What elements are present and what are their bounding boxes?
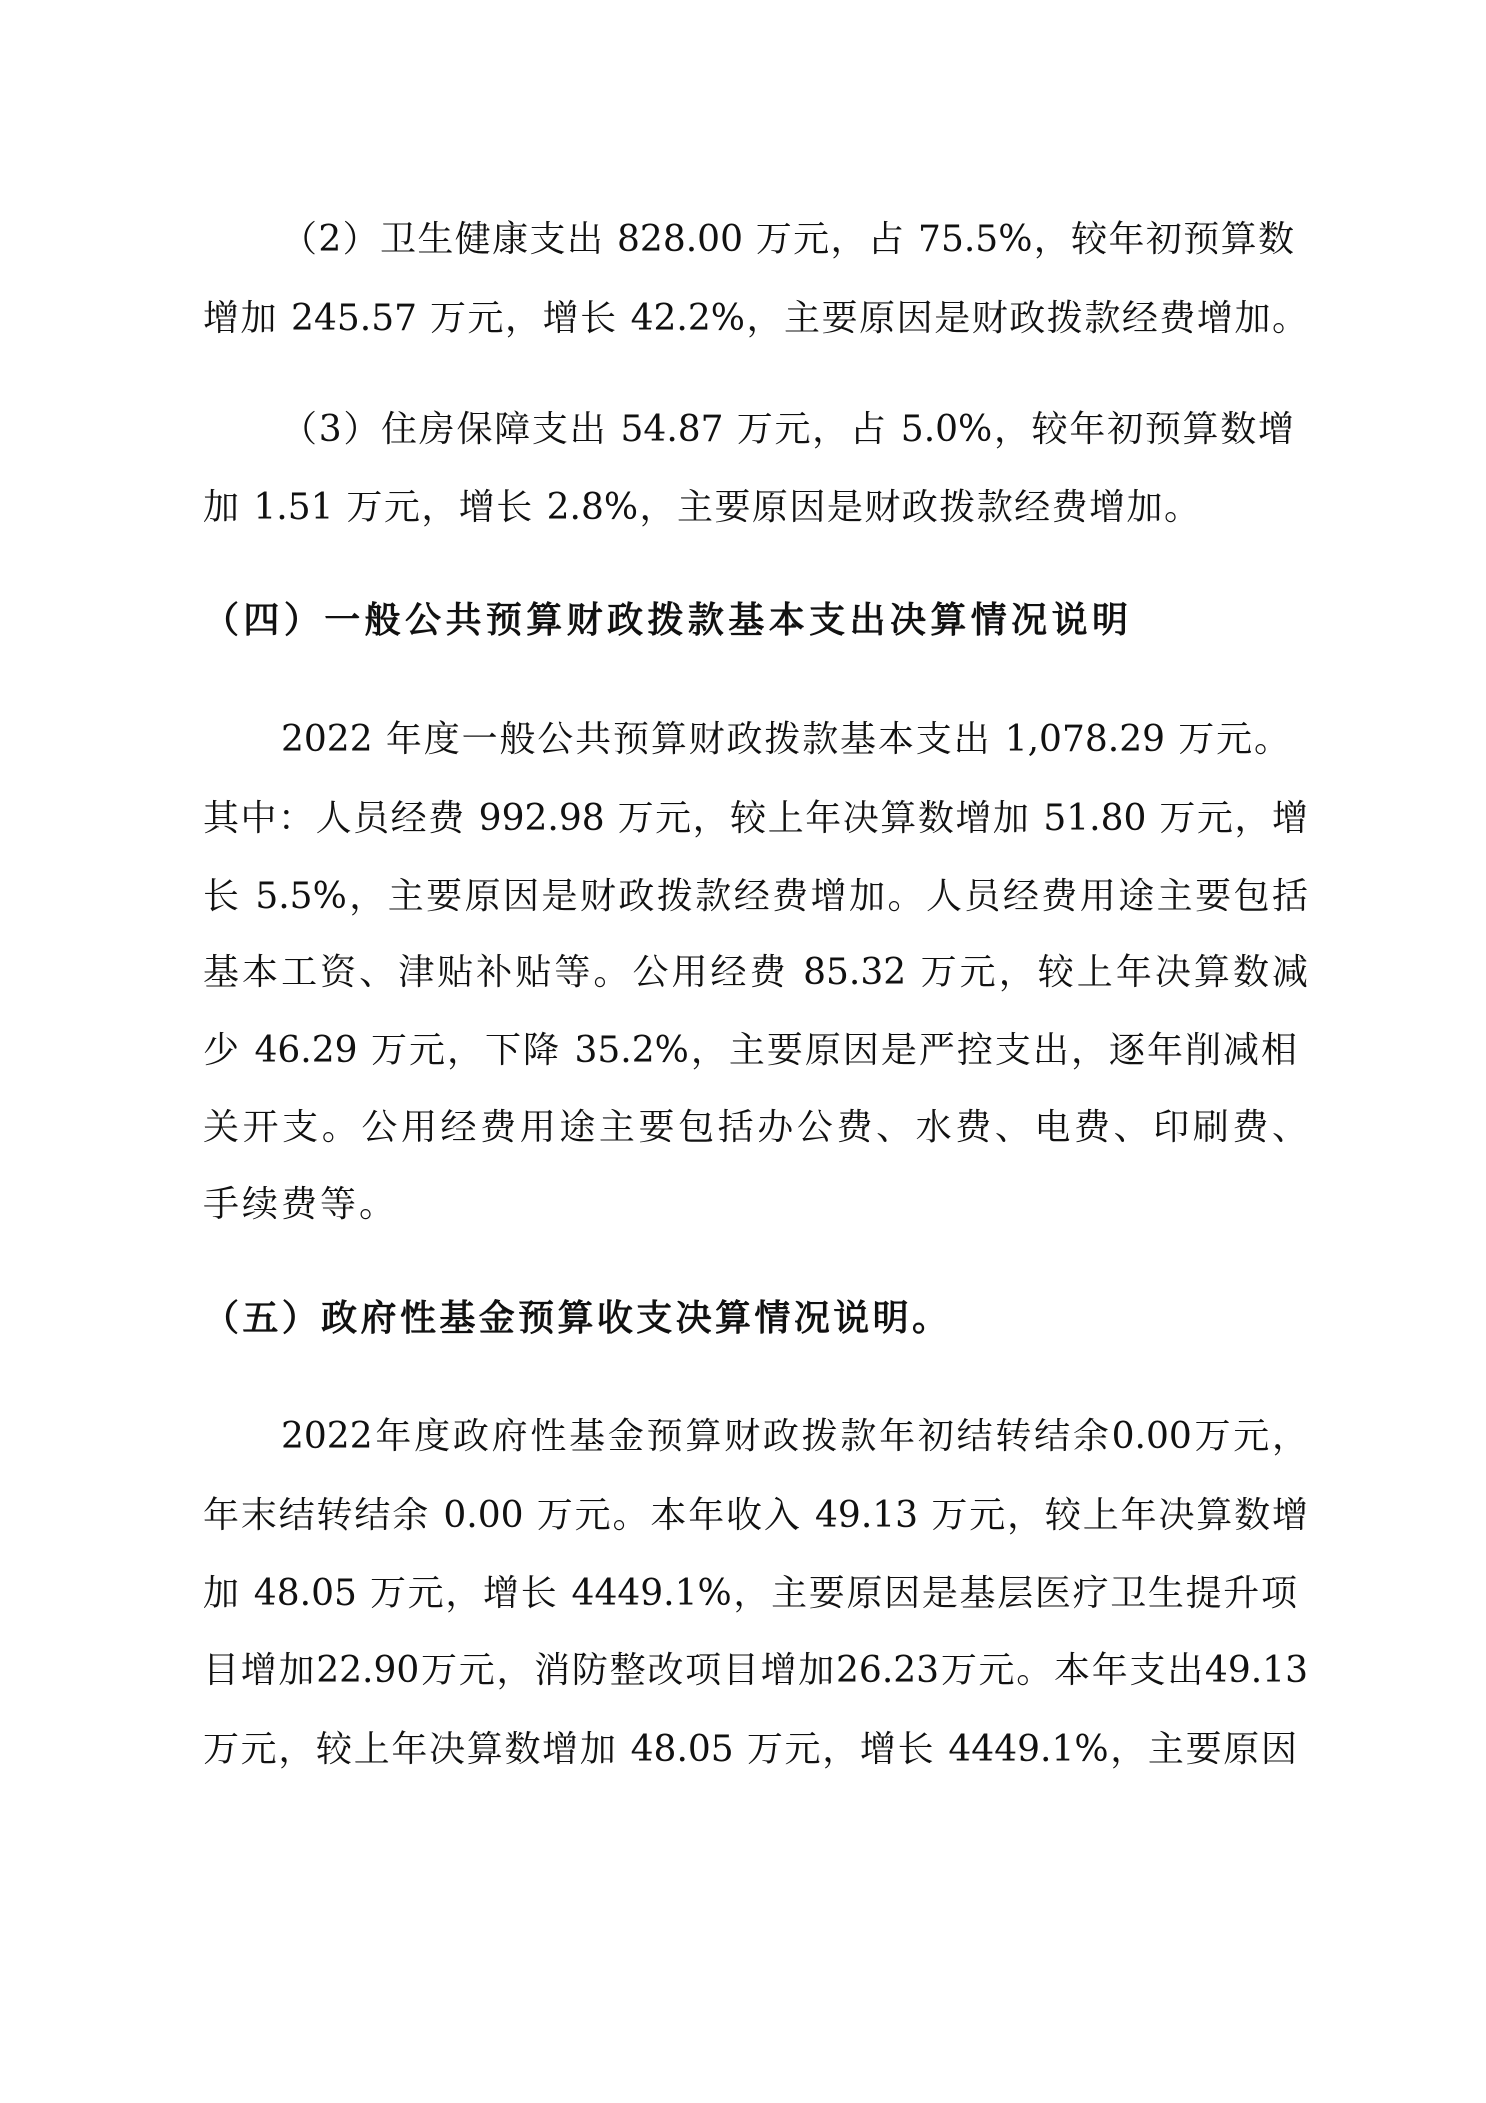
fund-budget-line-1: 2022年度政府性基金预算财政拨款年初结转结余0.00万元， xyxy=(281,1416,1308,1457)
basic-expenditure-line-2: 其中：人员经费 992.98 万元，较上年决算数增加 51.80 万元，增 xyxy=(203,798,1308,839)
basic-expenditure-line-6: 关开支。公用经费用途主要包括办公费、水费、电费、印刷费、 xyxy=(203,1107,1308,1148)
basic-expenditure-line-5: 少 46.29 万元，下降 35.2%，主要原因是严控支出，逐年削减相 xyxy=(203,1030,1297,1071)
health-expenditure-line-1: （2）卫生健康支出 828.00 万元，占 75.5%，较年初预算数 xyxy=(281,219,1294,260)
health-expenditure-line-2: 增加 245.57 万元，增长 42.2%，主要原因是财政拨款经费增加。 xyxy=(203,298,1308,339)
housing-expenditure-line-1: （3）住房保障支出 54.87 万元，占 5.0%，较年初预算数增 xyxy=(281,409,1294,450)
basic-expenditure-line-3: 长 5.5%，主要原因是财政拨款经费增加。人员经费用途主要包括 xyxy=(203,876,1308,917)
basic-expenditure-line-1: 2022 年度一般公共预算财政拨款基本支出 1,078.29 万元。 xyxy=(281,719,1290,760)
fund-budget-line-3: 加 48.05 万元，增长 4449.1%，主要原因是基层医疗卫生提升项 xyxy=(203,1573,1297,1614)
section-heading-5: （五）政府性基金预算收支决算情况说明。 xyxy=(203,1298,948,1339)
fund-budget-line-2: 年末结转结余 0.00 万元。本年收入 49.13 万元，较上年决算数增 xyxy=(203,1495,1308,1536)
housing-expenditure-line-2: 加 1.51 万元，增长 2.8%，主要原因是财政拨款经费增加。 xyxy=(203,487,1200,528)
basic-expenditure-line-7: 手续费等。 xyxy=(203,1184,395,1225)
fund-budget-line-4: 目增加22.90万元，消防整改项目增加26.23万元。本年支出49.13 xyxy=(203,1650,1308,1691)
section-heading-4: （四）一般公共预算财政拨款基本支出决算情况说明 xyxy=(203,600,1128,641)
basic-expenditure-line-4: 基本工资、津贴补贴等。公用经费 85.32 万元，较上年决算数减 xyxy=(203,952,1308,993)
fund-budget-line-5: 万元，较上年决算数增加 48.05 万元，增长 4449.1%，主要原因 xyxy=(203,1729,1297,1770)
